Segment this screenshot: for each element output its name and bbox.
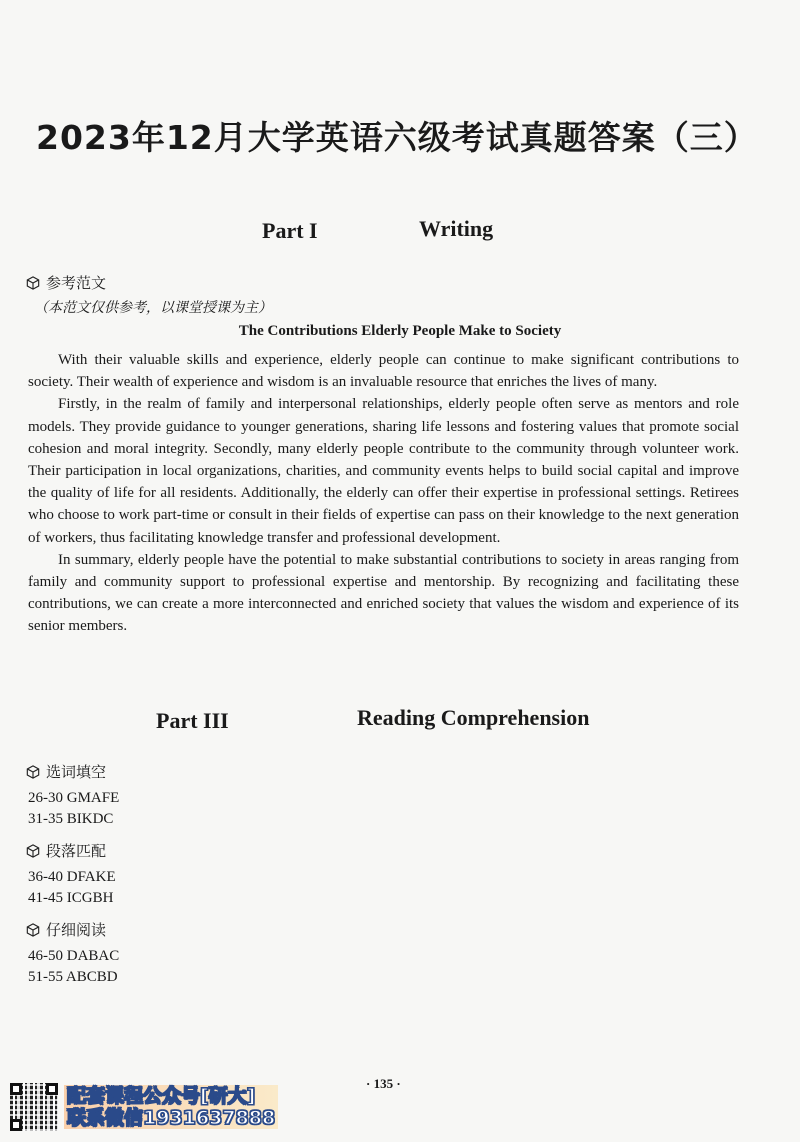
- section-paragraph-matching: [26, 840, 106, 861]
- answer-row: 51-55 ABCBD: [28, 969, 118, 985]
- part3-number: Part III: [156, 708, 229, 733]
- essay-paragraph: Firstly, in the realm of family and interpersonal relationships, elderly people often serve as mentors and role models. They provide guidance to younger generations, sharing life lessons and fostering values that promote social cohesion and moral integrity. Secondly, many elderly people contribute to the community through volunteer work. Their participation in local organizations, charities, and community events helps to build social capital and improve the quality of life for all residents. Additionally, the elderly can offer their expertise in professional settings. Retirees who choose to work part-time or consult in their fields of expertise can pass on their knowledge to the next generation of workers, thus facilitating knowledge transfer and professional development.: [28, 396, 739, 546]
- essay-paragraph: With their valuable skills and experience, elderly people can continue to make significant contributions to society. Their wealth of experience and wisdom is an invaluable resource that enriches the lives of many.: [28, 352, 739, 391]
- section-sample-essay: [26, 272, 106, 293]
- answer-row: 31-35 BIKDC: [28, 811, 114, 827]
- answer-row: 26-30 GMAFE: [28, 790, 120, 806]
- section-label-text: 选词填空: [46, 763, 107, 781]
- cube-icon: [26, 923, 40, 937]
- answer-row: 41-45 ICGBH: [28, 890, 114, 906]
- essay-note: （本范文仅供参考，以课堂授课为主）: [34, 300, 272, 316]
- cube-icon: [26, 765, 40, 779]
- cube-icon: [26, 276, 40, 290]
- watermark-line: 配套课程公众号[研大]: [64, 1085, 278, 1107]
- answer-row: 46-50 DABAC: [28, 948, 120, 964]
- part1-number: Part I: [262, 218, 318, 243]
- section-careful-reading: [26, 919, 106, 940]
- page-number: · 135 ·: [366, 1076, 401, 1091]
- watermark-line: 联系微信1931637888: [64, 1107, 278, 1129]
- watermark-text: [64, 1085, 278, 1129]
- answer-row: 36-40 DFAKE: [28, 869, 116, 885]
- page-title: 2023年12月大学英语六级考试真题答案（三）: [36, 118, 758, 157]
- answer-list: [28, 946, 119, 988]
- part1-name: Writing: [419, 216, 494, 241]
- section-label-text: 仔细阅读: [46, 921, 107, 939]
- watermark: [10, 1083, 278, 1131]
- section-banked-cloze: [26, 761, 106, 782]
- cube-icon: [26, 844, 40, 858]
- qr-code-icon: [10, 1083, 58, 1131]
- essay-body: [28, 349, 739, 638]
- part3-name: Reading Comprehension: [357, 705, 590, 730]
- answer-list: [28, 867, 116, 909]
- section-label-text: 段落匹配: [46, 842, 107, 860]
- section-label-text: 参考范文: [46, 274, 107, 292]
- answer-list: [28, 788, 119, 830]
- essay-paragraph: In summary, elderly people have the potential to make substantial contributions to society in areas ranging from family and community support to professional expertise and mentorship. By recognizing and facilitating these contributions, we can create a more interconnected and enriched society that values the wisdom and experience of its senior members.: [28, 551, 739, 635]
- essay-title: The Contributions Elderly People Make to Society: [238, 323, 562, 339]
